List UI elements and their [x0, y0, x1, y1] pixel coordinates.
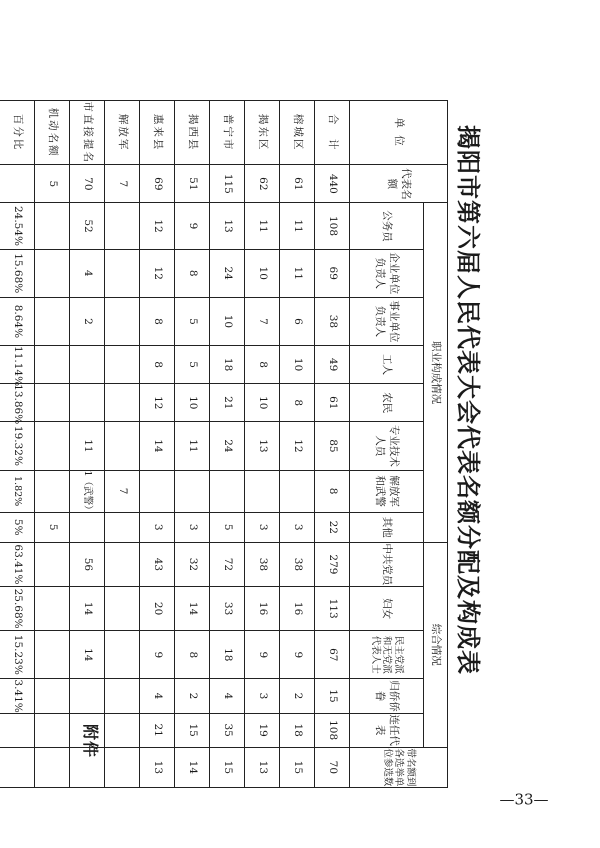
cell-cpc: 56 — [70, 542, 105, 586]
table-row — [140, 101, 175, 788]
cell-cpc — [35, 542, 70, 586]
table-row — [70, 101, 105, 788]
cell-inst: 38 — [315, 297, 350, 345]
cell-other: 22 — [315, 512, 350, 542]
cell-reel: 108 — [315, 713, 350, 747]
cell-diff — [70, 747, 105, 787]
header-institution: 事业单位负责人 — [350, 297, 424, 345]
cell-civil — [105, 203, 140, 249]
cell-diff: 70 — [315, 747, 350, 787]
cell-female: 14 — [70, 587, 105, 631]
cell-inst: 5 — [175, 297, 210, 345]
cell-prof: 12 — [280, 422, 315, 470]
header-cpc: 中共党员 — [350, 542, 424, 586]
cell-civil: 13 — [210, 203, 245, 249]
header-overall: 综合情况 — [424, 542, 448, 747]
cell-farmer: 12 — [140, 384, 175, 422]
cell-farmer: 8 — [280, 384, 315, 422]
header-civil-servant: 公务员 — [350, 203, 424, 249]
cell-inst: 6 — [280, 297, 315, 345]
header-difference: 带名额到各选举单位参选数 — [350, 747, 448, 787]
cell-other: 5% — [0, 512, 35, 542]
cell-dem: 9 — [140, 631, 175, 679]
cell-prof: 19.32% — [0, 422, 35, 470]
header-other: 其他 — [350, 512, 424, 542]
cell-ent: 4 — [70, 249, 105, 297]
cell-ent: 24 — [210, 249, 245, 297]
cell-diff: 15 — [280, 747, 315, 787]
cell-cpc: 43 — [140, 542, 175, 586]
cell-prof — [35, 422, 70, 470]
header-enterprise: 企业单位负责人 — [350, 249, 424, 297]
cell-cpc: 279 — [315, 542, 350, 586]
cell-civil: 108 — [315, 203, 350, 249]
cell-quota: 61 — [280, 165, 315, 203]
cell-other — [70, 512, 105, 542]
cell-female: 33 — [210, 587, 245, 631]
cell-ret: 4 — [140, 679, 175, 713]
cell-reel: 15 — [175, 713, 210, 747]
cell-unit: 普宁市 — [210, 101, 245, 165]
cell-inst: 8 — [140, 297, 175, 345]
cell-unit: 揭西县 — [175, 101, 210, 165]
attachment-label: 附件 — [81, 724, 100, 759]
cell-ent: 8 — [175, 249, 210, 297]
cell-cpc: 72 — [210, 542, 245, 586]
cell-worker: 5 — [175, 346, 210, 384]
cell-dem: 67 — [315, 631, 350, 679]
cell-inst: 7 — [245, 297, 280, 345]
cell-diff — [35, 747, 70, 787]
cell-mil — [245, 470, 280, 512]
page-number: —33— — [499, 790, 549, 809]
cell-reel — [105, 713, 140, 747]
cell-farmer — [105, 384, 140, 422]
header-democratic: 民主党派和无党派代表人士 — [350, 631, 424, 679]
header-unit: 单 位 — [350, 101, 448, 165]
cell-ret — [70, 679, 105, 713]
cell-farmer: 10 — [245, 384, 280, 422]
cell-ret: 2 — [175, 679, 210, 713]
cell-other: 3 — [280, 512, 315, 542]
cell-female: 20 — [140, 587, 175, 631]
cell-quota: 51 — [175, 165, 210, 203]
cell-female: 16 — [280, 587, 315, 631]
cell-farmer: 10 — [175, 384, 210, 422]
cell-dem — [35, 631, 70, 679]
cell-prof — [105, 422, 140, 470]
cell-other: 5 — [210, 512, 245, 542]
cell-mil — [210, 470, 245, 512]
cell-worker: 18 — [210, 346, 245, 384]
cell-ret — [35, 679, 70, 713]
cell-ent — [105, 249, 140, 297]
cell-reel: 19 — [245, 713, 280, 747]
cell-female — [35, 587, 70, 631]
table-row — [315, 101, 350, 788]
table-row — [0, 101, 35, 788]
cell-worker — [35, 346, 70, 384]
cell-dem: 14 — [70, 631, 105, 679]
header-returned: 归侨侨眷 — [350, 679, 424, 713]
header-quota: 代表名额 — [350, 165, 448, 203]
cell-ret: 3.41% — [0, 679, 35, 713]
cell-female: 25.68% — [0, 587, 35, 631]
cell-diff — [105, 747, 140, 787]
cell-female: 16 — [245, 587, 280, 631]
cell-reel: 18 — [280, 713, 315, 747]
cell-ent — [35, 249, 70, 297]
cell-inst: 8.64% — [0, 297, 35, 345]
cell-other: 3 — [175, 512, 210, 542]
cell-farmer: 61 — [315, 384, 350, 422]
table-row — [245, 101, 280, 788]
header-row-1 — [424, 101, 448, 788]
cell-inst — [35, 297, 70, 345]
cell-ent: 69 — [315, 249, 350, 297]
cell-dem: 9 — [245, 631, 280, 679]
header-military: 解放军和武警 — [350, 470, 424, 512]
cell-other: 3 — [245, 512, 280, 542]
cell-mil — [280, 470, 315, 512]
header-professional: 专业技术人员 — [350, 422, 424, 470]
cell-worker — [70, 346, 105, 384]
cell-mil: 1（武警） — [70, 470, 105, 512]
cell-ent: 11 — [280, 249, 315, 297]
cell-worker: 8 — [140, 346, 175, 384]
cell-female: 113 — [315, 587, 350, 631]
page-title: 揭阳市第六届人民代表大会代表名额分配及构成表 — [454, 125, 483, 675]
cell-civil: 11 — [280, 203, 315, 249]
cell-quota: 69 — [140, 165, 175, 203]
cell-diff: 15 — [210, 747, 245, 787]
table-row — [280, 101, 315, 788]
cell-other: 3 — [140, 512, 175, 542]
quota-table — [0, 100, 448, 788]
cell-quota: 5 — [35, 165, 70, 203]
header-female: 妇女 — [350, 587, 424, 631]
cell-worker: 8 — [245, 346, 280, 384]
cell-ret: 3 — [245, 679, 280, 713]
cell-diff: 14 — [175, 747, 210, 787]
cell-farmer: 13.86% — [0, 384, 35, 422]
cell-worker: 10 — [280, 346, 315, 384]
cell-unit: 解放军 — [105, 101, 140, 165]
cell-dem: 15.23% — [0, 631, 35, 679]
cell-unit: 百分比 — [0, 101, 35, 165]
table-row — [105, 101, 140, 788]
cell-reel — [0, 713, 35, 747]
cell-other: 5 — [35, 512, 70, 542]
cell-ret — [105, 679, 140, 713]
cell-farmer — [35, 384, 70, 422]
cell-dem: 9 — [280, 631, 315, 679]
cell-reel — [35, 713, 70, 747]
header-farmer: 农民 — [350, 384, 424, 422]
cell-worker — [105, 346, 140, 384]
cell-quota: 7 — [105, 165, 140, 203]
table-row — [35, 101, 70, 788]
cell-inst: 2 — [70, 297, 105, 345]
cell-civil: 24.54% — [0, 203, 35, 249]
cell-quota: 62 — [245, 165, 280, 203]
cell-unit: 机动名额 — [35, 101, 70, 165]
cell-female — [105, 587, 140, 631]
cell-cpc — [105, 542, 140, 586]
table-row — [210, 101, 245, 788]
header-occupation: 职业构成情况 — [424, 203, 448, 542]
cell-cpc: 63.41% — [0, 542, 35, 586]
header-row-2 — [350, 101, 424, 788]
cell-civil — [35, 203, 70, 249]
table-row — [175, 101, 210, 788]
cell-cpc: 38 — [245, 542, 280, 586]
cell-unit: 揭东区 — [245, 101, 280, 165]
cell-ret: 4 — [210, 679, 245, 713]
cell-dem: 18 — [210, 631, 245, 679]
cell-mil — [175, 470, 210, 512]
cell-dem — [105, 631, 140, 679]
cell-ent: 15.68% — [0, 249, 35, 297]
cell-prof: 11 — [70, 422, 105, 470]
cell-reel — [70, 713, 105, 747]
cell-civil: 12 — [140, 203, 175, 249]
cell-inst: 10 — [210, 297, 245, 345]
cell-mil: 1.82% — [0, 470, 35, 512]
cell-reel: 21 — [140, 713, 175, 747]
cell-mil: 7 — [105, 470, 140, 512]
cell-mil: 8 — [315, 470, 350, 512]
cell-ent: 12 — [140, 249, 175, 297]
cell-civil: 9 — [175, 203, 210, 249]
cell-prof: 11 — [175, 422, 210, 470]
cell-quota — [0, 165, 35, 203]
cell-ent: 10 — [245, 249, 280, 297]
cell-prof: 13 — [245, 422, 280, 470]
cell-reel: 35 — [210, 713, 245, 747]
cell-farmer: 21 — [210, 384, 245, 422]
cell-quota: 70 — [70, 165, 105, 203]
cell-mil — [140, 470, 175, 512]
cell-unit: 市直接提名 — [70, 101, 105, 165]
header-worker: 工人 — [350, 346, 424, 384]
cell-civil: 11 — [245, 203, 280, 249]
cell-mil — [35, 470, 70, 512]
cell-prof: 14 — [140, 422, 175, 470]
cell-inst — [105, 297, 140, 345]
cell-unit: 榕城区 — [280, 101, 315, 165]
cell-female: 14 — [175, 587, 210, 631]
cell-quota: 115 — [210, 165, 245, 203]
cell-other — [105, 512, 140, 542]
cell-cpc: 32 — [175, 542, 210, 586]
cell-worker: 11.14% — [0, 346, 35, 384]
cell-diff: 13 — [140, 747, 175, 787]
cell-quota: 440 — [315, 165, 350, 203]
cell-farmer — [70, 384, 105, 422]
cell-prof: 24 — [210, 422, 245, 470]
cell-ret: 2 — [280, 679, 315, 713]
cell-unit: 惠来县 — [140, 101, 175, 165]
cell-civil: 52 — [70, 203, 105, 249]
cell-diff — [0, 747, 35, 787]
header-reelected: 连任代表 — [350, 713, 424, 747]
cell-unit: 合 计 — [315, 101, 350, 165]
cell-dem: 8 — [175, 631, 210, 679]
cell-diff: 13 — [245, 747, 280, 787]
cell-prof: 85 — [315, 422, 350, 470]
cell-worker: 49 — [315, 346, 350, 384]
cell-cpc: 38 — [280, 542, 315, 586]
cell-ret: 15 — [315, 679, 350, 713]
